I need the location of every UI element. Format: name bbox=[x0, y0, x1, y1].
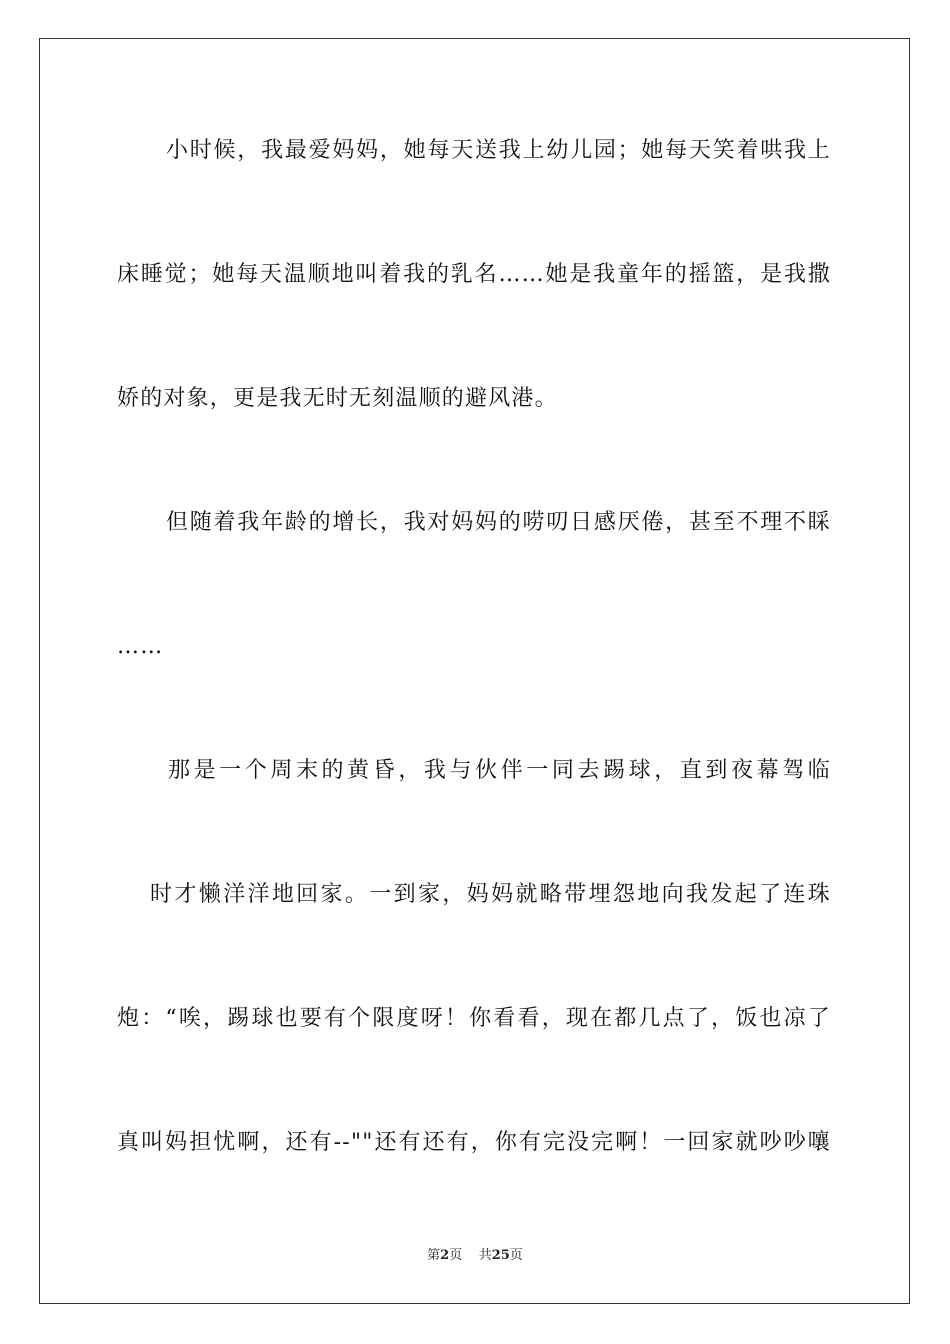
text-line-4: 但随着我年龄的增长，我对妈妈的唠叨日感厌倦，甚至不理不睬 bbox=[166, 510, 831, 535]
text-line-8: 炮：“唉，踢球也要有个限度呀！你看看，现在都几点了，饭也凉了 bbox=[117, 1006, 831, 1031]
page-footer bbox=[0, 1247, 950, 1265]
total-pages: 25 bbox=[491, 1248, 510, 1263]
text-line-9: 真叫妈担忧啊，还有--""还有还有，你有完没完啊！一回家就吵吵嚷 bbox=[117, 1130, 831, 1155]
page-prefix: 第 bbox=[427, 1248, 441, 1263]
text-line-3: 娇的对象，更是我无时无刻温顺的避风港。 bbox=[117, 386, 558, 411]
total-suffix: 页 bbox=[509, 1248, 523, 1263]
page-number: 2 bbox=[440, 1248, 450, 1263]
text-line-5: …… bbox=[117, 634, 164, 659]
text-line-2: 床睡觉；她每天温顺地叫着我的乳名……她是我童年的摇篮，是我撒 bbox=[117, 262, 831, 287]
page-frame bbox=[39, 38, 910, 1304]
total-prefix: 共 bbox=[478, 1248, 492, 1263]
text-line-6: 那是一个周末的黄昏，我与伙伴一同去踢球，直到夜幕驾临 bbox=[168, 758, 831, 783]
page-suffix: 页 bbox=[449, 1248, 463, 1263]
text-line-7: 时才懒洋洋地回家。一到家，妈妈就略带埋怨地向我发起了连珠 bbox=[150, 882, 831, 907]
text-line-1: 小时候，我最爱妈妈，她每天送我上幼儿园；她每天笑着哄我上 bbox=[166, 138, 831, 163]
